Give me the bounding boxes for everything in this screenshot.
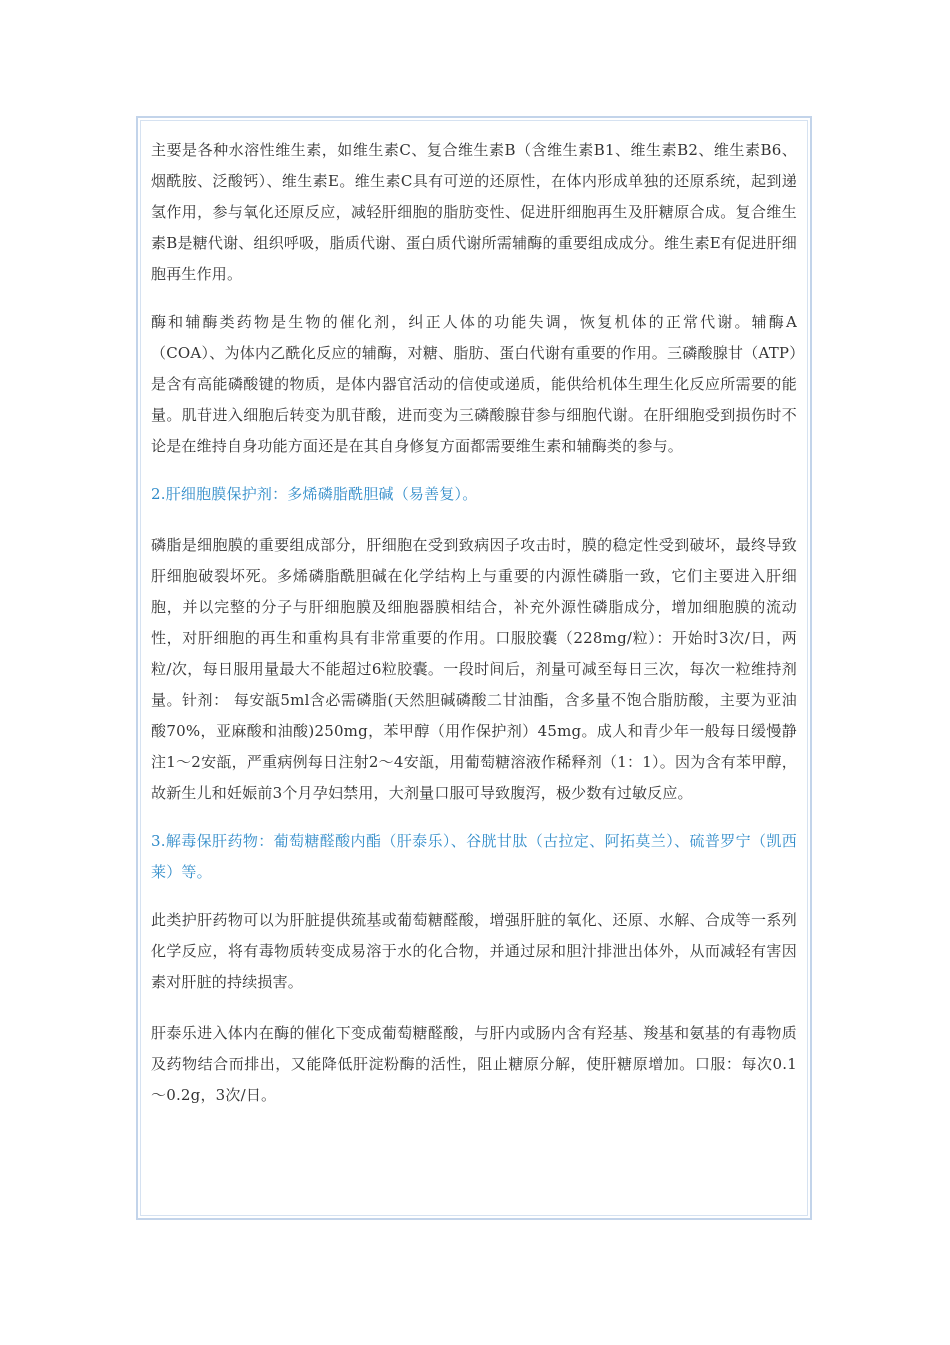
- paragraph-phospholipids: 磷脂是细胞膜的重要组成部分，肝细胞在受到致病因子攻击时，膜的稳定性受到破坏，最终导致肝细胞破裂坏死。多烯磷脂酰胆碱在化学结构上与重要的内源性磷脂一致，它们主要进入肝细胞，并以完整的分子与肝细胞膜及细胞器膜相结合，补充外源性磷脂成分，增加细胞膜的流动性，对肝细胞的再生和重构具有非常重要的作用。口服胶囊（228mg/粒）：开始时3次/日，两粒/次，每日服用量最大不能超过6粒胶囊。一段时间后，剂量可减至每日三次，每次一粒维持剂量。针剂： 每安瓿5ml含必需磷脂(天然胆碱磷酸二甘油酯，含多量不饱合脂肪酸，主要为亚油酸70%，亚麻酸和油酸)250mg，苯甲醇（用作保护剂）45mg。成人和青少年一般每日缓慢静注1～2安瓿，严重病例每日注射2～4安瓿，用葡萄糖溶液作稀释剂（1：1）。因为含有苯甲醇，故新生儿和妊娠前3个月孕妇禁用，大剂量口服可导致腹泻，极少数有过敏反应。: [151, 536, 797, 802]
- content-frame: [136, 116, 812, 1220]
- paragraph-enzymes: 酶和辅酶类药物是生物的催化剂，纠正人体的功能失调，恢复机体的正常代谢。辅酶A（COA）、为体内乙酰化反应的辅酶，对糖、脂肪、蛋白代谢有重要的作用。三磷酸腺甘（ATP）是含有高能磷酸键的物质，是体内器官活动的信使或递质，能供给机体生理生化反应所需要的能量。肌苷进入细胞后转变为肌苷酸，进而变为三磷酸腺苷参与细胞代谢。在肝细胞受到损伤时不论是在维持自身功能方面还是在其自身修复方面都需要维生素和辅酶类的参与。: [151, 313, 797, 455]
- heading-membrane-protectant: 2.肝细胞膜保护剂：多烯磷脂酰胆碱（易善复）。: [151, 485, 478, 503]
- paragraph-vitamins: 主要是各种水溶性维生素，如维生素C、复合维生素B（含维生素B1、维生素B2、维生素B6、烟酰胺、泛酸钙）、维生素E。维生素C具有可逆的还原性，在体内形成单独的还原系统，起到递氢作用，参与氧化还原反应，减轻肝细胞的脂肪变性、促进肝细胞再生及肝糖原合成。复合维生素B是糖代谢、组织呼吸，脂质代谢、蛋白质代谢所需辅酶的重要组成成分。维生素E有促进肝细胞再生作用。: [151, 141, 797, 283]
- heading-detox-drugs: 3.解毒保肝药物：葡萄糖醛酸内酯（肝泰乐）、谷胱甘肽（古拉定、阿拓莫兰）、硫普罗宁（凯西莱）等。: [151, 832, 797, 881]
- paragraph-gantaile: 肝泰乐进入体内在酶的催化下变成葡萄糖醛酸，与肝内或肠内含有羟基、羧基和氨基的有毒物质及药物结合而排出，又能降低肝淀粉酶的活性，阻止糖原分解，使肝糖原增加。口服：每次0.1～0.2g，3次/日。: [151, 1024, 797, 1104]
- paragraph-detox-mechanism: 此类护肝药物可以为肝脏提供巯基或葡萄糖醛酸，增强肝脏的氧化、还原、水解、合成等一系列化学反应，将有毒物质转变成易溶于水的化合物，并通过尿和胆汁排泄出体外，从而减轻有害因素对肝脏的持续损害。: [151, 911, 797, 991]
- content-box: [140, 120, 808, 1216]
